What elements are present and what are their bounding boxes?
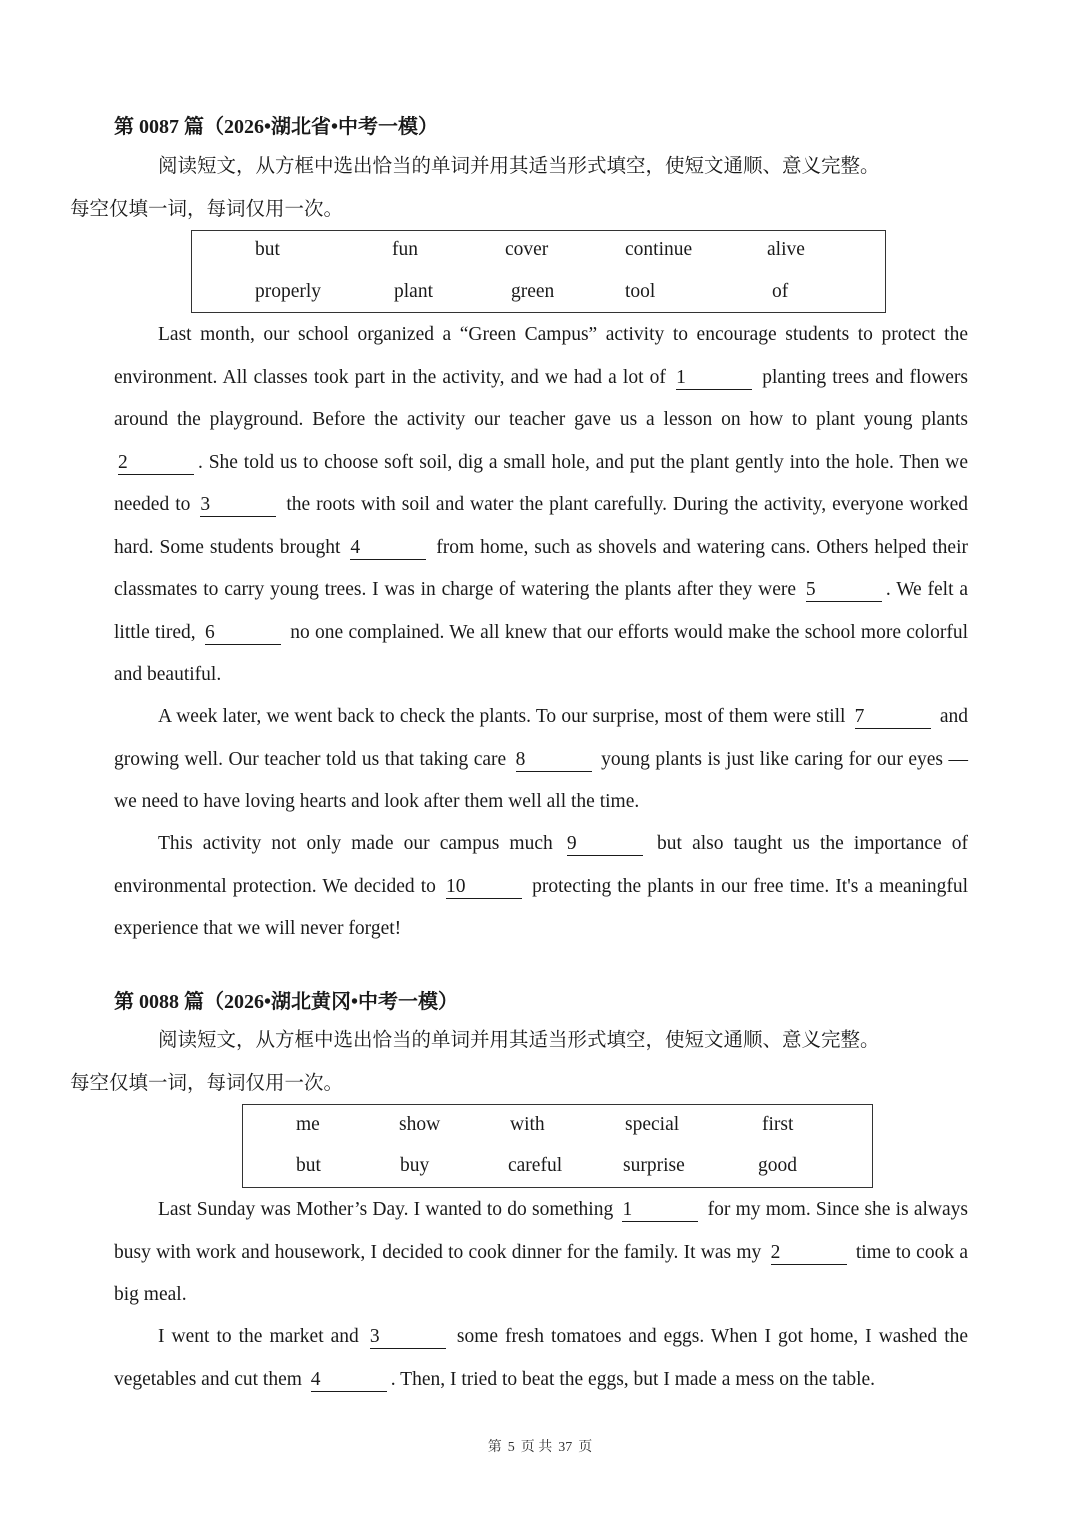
blank-2[interactable]: 2 xyxy=(118,452,194,475)
section-title-0088: 第 0088 篇（2026•湖北黄冈•中考一模） xyxy=(114,991,459,1013)
blank-8[interactable]: 8 xyxy=(516,749,592,772)
page-total: 37 xyxy=(558,1440,573,1455)
word-box-item: continue xyxy=(625,239,693,260)
word-box-item: me xyxy=(296,1114,320,1135)
instruction-0088: 阅读短文，从方框中选出恰当的单词并用其适当形式填空，使短文通顺、意义完整。 每空仅填一词，每词仅用一次。 xyxy=(70,1030,880,1094)
blank-6[interactable]: 6 xyxy=(205,622,281,645)
blank-7[interactable]: 7 xyxy=(855,706,931,729)
blank-4[interactable]: 4 xyxy=(311,1369,387,1392)
word-box-item: of xyxy=(772,281,789,302)
blank-10[interactable]: 10 xyxy=(446,876,522,899)
word-box-item: show xyxy=(399,1114,441,1135)
page-number: 5 xyxy=(507,1440,515,1455)
blank-3[interactable]: 3 xyxy=(370,1326,446,1349)
blank-3[interactable]: 3 xyxy=(200,494,276,517)
word-box-item: fun xyxy=(392,239,418,260)
word-box-0087 xyxy=(191,230,886,313)
section-title-0087: 第 0087 篇（2026•湖北省•中考一模） xyxy=(114,116,439,138)
word-box-item: first xyxy=(762,1114,794,1135)
blank-1[interactable]: 1 xyxy=(676,367,752,390)
word-box-item: properly xyxy=(255,281,322,302)
word-box-item: but xyxy=(296,1155,321,1176)
word-box-item: green xyxy=(511,281,555,302)
instruction-0087: 阅读短文，从方框中选出恰当的单词并用其适当形式填空，使短文通顺、意义完整。 每空仅填一词，每词仅用一次。 xyxy=(70,156,880,220)
passage-paragraph-0087-2: A week later, we went back to check the plants. To our surprise, most of them were still 7 and growing well. Our teacher told us that taking care 8 young plants is just like caring for our eyes — we need to have loving hearts and look after them well all the time. xyxy=(114,706,969,812)
blank-4[interactable]: 4 xyxy=(350,537,426,560)
word-box-item: surprise xyxy=(623,1155,685,1176)
word-box-0088 xyxy=(242,1104,873,1188)
blank-9[interactable]: 9 xyxy=(567,833,643,856)
word-box-item: with xyxy=(510,1114,545,1135)
passage-paragraph-0088-1: Last Sunday was Mother’s Day. I wanted to do something 1 for my mom. Since she is always busy with work and housework, I decided to cook dinner for the family. It was my 2 time to cook a big meal. xyxy=(114,1199,969,1305)
passage-paragraph-0087-3: This activity not only made our campus much 9 but also taught us the importance of environmental protection. We decided to 10 protecting the plants in our free time. It's a meaningful experience that we will never forget! xyxy=(114,833,969,939)
word-box-item: good xyxy=(758,1155,797,1176)
word-box-item: alive xyxy=(767,239,805,260)
blank-5[interactable]: 5 xyxy=(806,579,882,602)
word-box-item: buy xyxy=(400,1155,430,1176)
word-box-item: careful xyxy=(508,1155,563,1176)
blank-1[interactable]: 1 xyxy=(622,1199,698,1222)
blank-2[interactable]: 2 xyxy=(771,1242,847,1265)
word-box-item: special xyxy=(625,1114,680,1135)
word-box-item: plant xyxy=(394,281,433,302)
page-footer: 第 5 页 共 37 页 xyxy=(487,1440,593,1455)
word-box-item: but xyxy=(255,239,280,260)
passage-paragraph-0088-2: I went to the market and 3 some fresh tomatoes and eggs. When I got home, I washed the vegetables and cut them 4 . Then, I tried to beat the eggs, but I made a mess on the table. xyxy=(114,1326,969,1390)
passage-paragraph-0087-1: Last month, our school organized a “Green Campus” activity to encourage students to protect the environment. All classes took part in the activity, and we had a lot of 1 planting trees and flowers around the playground. Before the activity our teacher gave us a lesson on how to plant young plants 2 . She told us to choose soft soil, dig a small hole, and put the plant gently into the hole. Then we needed to 3 the roots with soil and water the plant carefully. During the activity, everyone worked hard. Some students brought 4 from home, such as shovels and watering cans. Others helped their classmates to carry young trees. I was in charge of watering the plants after they were 5 . We felt a little tired, 6 no one complained. We all knew that our efforts would make the school more colorful and beautiful. xyxy=(114,324,969,685)
word-box-item: tool xyxy=(625,281,656,302)
word-box-item: cover xyxy=(505,239,549,260)
